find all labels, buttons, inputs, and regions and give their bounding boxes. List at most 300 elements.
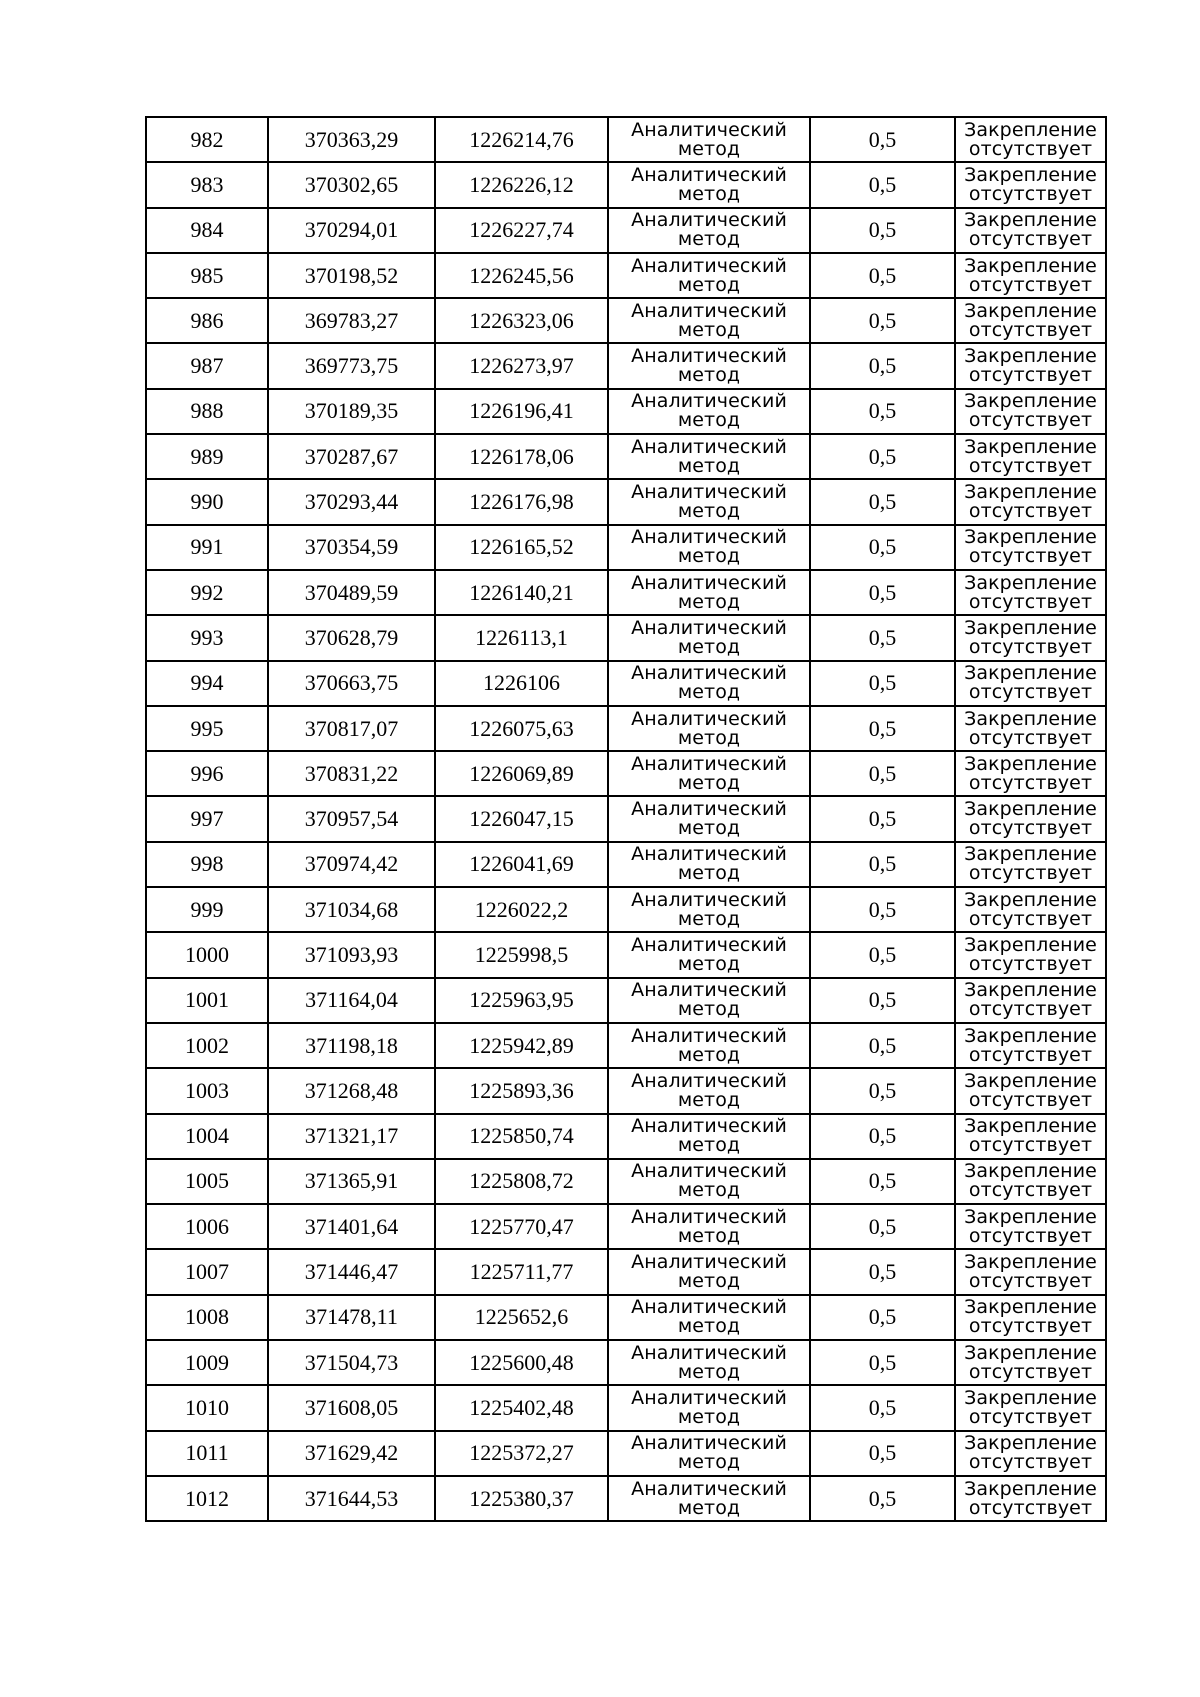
- coordinates-table: [145, 116, 1107, 1522]
- y-coordinate-cell: 1225711,77: [435, 1249, 608, 1294]
- method-text-line: метод: [677, 182, 741, 205]
- accuracy-cell: 0,5: [810, 887, 955, 932]
- fixation-text-line: отсутствует: [968, 1405, 1093, 1428]
- fixation-cell: [955, 162, 1106, 207]
- method-text-line: метод: [677, 998, 741, 1021]
- table-row: [146, 661, 1106, 706]
- fixation-cell: [955, 253, 1106, 298]
- method-cell: [608, 389, 810, 434]
- accuracy-cell: 0,5: [810, 1068, 955, 1113]
- fixation-text-line: Закрепление: [964, 1432, 1097, 1455]
- point-number-cell: 990: [146, 479, 268, 524]
- fixation-text-line: отсутствует: [968, 1270, 1093, 1293]
- fixation-text-line: Закрепление: [964, 707, 1097, 730]
- fixation-text-line: Закрепление: [964, 254, 1097, 277]
- method-text-line: метод: [677, 1405, 741, 1428]
- table-row: [146, 162, 1106, 207]
- fixation-text-line: Закрепление: [964, 616, 1097, 639]
- x-coordinate-cell: 371608,05: [268, 1385, 435, 1430]
- method-cell: [608, 162, 810, 207]
- table-row: [146, 343, 1106, 388]
- method-cell: [608, 1340, 810, 1385]
- y-coordinate-cell: 1226165,52: [435, 525, 608, 570]
- method-text-line: метод: [677, 726, 741, 749]
- fixation-text-line: Закрепление: [964, 1160, 1097, 1183]
- fixation-text-line: отсутствует: [968, 1224, 1093, 1247]
- fixation-text-line: Закрепление: [964, 481, 1097, 504]
- table-row: [146, 208, 1106, 253]
- method-cell: [608, 796, 810, 841]
- method-text-line: Аналитический: [631, 299, 787, 322]
- method-text-line: метод: [677, 590, 741, 613]
- x-coordinate-cell: 371401,64: [268, 1204, 435, 1249]
- method-cell: [608, 570, 810, 615]
- point-number-cell: 983: [146, 162, 268, 207]
- y-coordinate-cell: 1226113,1: [435, 615, 608, 660]
- method-text-line: Аналитический: [631, 390, 787, 413]
- table-row: [146, 932, 1106, 977]
- x-coordinate-cell: 371198,18: [268, 1023, 435, 1068]
- x-coordinate-cell: 369783,27: [268, 298, 435, 343]
- fixation-text-line: отсутствует: [968, 998, 1093, 1021]
- method-cell: [608, 1295, 810, 1340]
- x-coordinate-cell: 371629,42: [268, 1431, 435, 1476]
- x-coordinate-cell: 370489,59: [268, 570, 435, 615]
- method-cell: [608, 615, 810, 660]
- point-number-cell: 999: [146, 887, 268, 932]
- fixation-cell: [955, 842, 1106, 887]
- method-text-line: метод: [677, 137, 741, 160]
- method-text-line: Аналитический: [631, 435, 787, 458]
- fixation-cell: [955, 1159, 1106, 1204]
- fixation-text-line: Закрепление: [964, 435, 1097, 458]
- fixation-cell: [955, 389, 1106, 434]
- table-row: [146, 1295, 1106, 1340]
- fixation-text-line: Закрепление: [964, 163, 1097, 186]
- fixation-text-line: Закрепление: [964, 1115, 1097, 1138]
- fixation-text-line: отсутствует: [968, 817, 1093, 840]
- table-row: [146, 434, 1106, 479]
- table-row: [146, 117, 1106, 162]
- fixation-text-line: Закрепление: [964, 662, 1097, 685]
- y-coordinate-cell: 1225652,6: [435, 1295, 608, 1340]
- method-text-line: Аналитический: [631, 345, 787, 368]
- method-text-line: метод: [677, 1270, 741, 1293]
- point-number-cell: 982: [146, 117, 268, 162]
- fixation-text-line: отсутствует: [968, 137, 1093, 160]
- y-coordinate-cell: 1226140,21: [435, 570, 608, 615]
- fixation-cell: [955, 434, 1106, 479]
- coordinates-table-container: [145, 116, 1107, 1522]
- method-text-line: Аналитический: [631, 843, 787, 866]
- method-text-line: метод: [677, 952, 741, 975]
- point-number-cell: 1005: [146, 1159, 268, 1204]
- method-text-line: Аналитический: [631, 571, 787, 594]
- method-cell: [608, 208, 810, 253]
- fixation-text-line: отсутствует: [968, 771, 1093, 794]
- fixation-cell: [955, 298, 1106, 343]
- y-coordinate-cell: 1226075,63: [435, 706, 608, 751]
- fixation-cell: [955, 751, 1106, 796]
- x-coordinate-cell: 371321,17: [268, 1114, 435, 1159]
- x-coordinate-cell: 371478,11: [268, 1295, 435, 1340]
- fixation-text-line: Закрепление: [964, 571, 1097, 594]
- point-number-cell: 987: [146, 343, 268, 388]
- fixation-text-line: Закрепление: [964, 299, 1097, 322]
- method-cell: [608, 1204, 810, 1249]
- method-text-line: метод: [677, 545, 741, 568]
- point-number-cell: 991: [146, 525, 268, 570]
- method-text-line: Аналитический: [631, 1341, 787, 1364]
- fixation-cell: [955, 978, 1106, 1023]
- fixation-text-line: отсутствует: [968, 635, 1093, 658]
- fixation-text-line: Закрепление: [964, 1477, 1097, 1500]
- method-cell: [608, 525, 810, 570]
- fixation-text-line: отсутствует: [968, 1043, 1093, 1066]
- point-number-cell: 992: [146, 570, 268, 615]
- fixation-cell: [955, 706, 1106, 751]
- fixation-cell: [955, 1204, 1106, 1249]
- fixation-text-line: Закрепление: [964, 979, 1097, 1002]
- fixation-text-line: Закрепление: [964, 209, 1097, 232]
- y-coordinate-cell: 1225963,95: [435, 978, 608, 1023]
- fixation-text-line: Закрепление: [964, 1386, 1097, 1409]
- point-number-cell: 986: [146, 298, 268, 343]
- method-cell: [608, 434, 810, 479]
- accuracy-cell: 0,5: [810, 253, 955, 298]
- point-number-cell: 1008: [146, 1295, 268, 1340]
- y-coordinate-cell: 1226069,89: [435, 751, 608, 796]
- fixation-cell: [955, 796, 1106, 841]
- table-row: [146, 1114, 1106, 1159]
- y-coordinate-cell: 1225942,89: [435, 1023, 608, 1068]
- fixation-text-line: отсутствует: [968, 454, 1093, 477]
- fixation-text-line: отсутствует: [968, 182, 1093, 205]
- accuracy-cell: 0,5: [810, 1249, 955, 1294]
- fixation-cell: [955, 932, 1106, 977]
- fixation-cell: [955, 343, 1106, 388]
- method-text-line: метод: [677, 1360, 741, 1383]
- accuracy-cell: 0,5: [810, 751, 955, 796]
- table-row: [146, 479, 1106, 524]
- method-text-line: Аналитический: [631, 933, 787, 956]
- method-text-line: метод: [677, 681, 741, 704]
- fixation-cell: [955, 1340, 1106, 1385]
- fixation-cell: [955, 1114, 1106, 1159]
- x-coordinate-cell: 370363,29: [268, 117, 435, 162]
- table-row: [146, 525, 1106, 570]
- x-coordinate-cell: 370189,35: [268, 389, 435, 434]
- method-text-line: Аналитический: [631, 979, 787, 1002]
- fixation-cell: [955, 1476, 1106, 1521]
- accuracy-cell: 0,5: [810, 842, 955, 887]
- fixation-cell: [955, 479, 1106, 524]
- fixation-text-line: Закрепление: [964, 118, 1097, 141]
- method-text-line: метод: [677, 228, 741, 251]
- table-row: [146, 751, 1106, 796]
- accuracy-cell: 0,5: [810, 343, 955, 388]
- y-coordinate-cell: 1225850,74: [435, 1114, 608, 1159]
- method-cell: [608, 661, 810, 706]
- fixation-text-line: Закрепление: [964, 1024, 1097, 1047]
- fixation-cell: [955, 1431, 1106, 1476]
- fixation-text-line: отсутствует: [968, 862, 1093, 885]
- x-coordinate-cell: 370293,44: [268, 479, 435, 524]
- method-text-line: метод: [677, 1496, 741, 1519]
- accuracy-cell: 0,5: [810, 1476, 955, 1521]
- method-text-line: Аналитический: [631, 163, 787, 186]
- point-number-cell: 1002: [146, 1023, 268, 1068]
- point-number-cell: 1007: [146, 1249, 268, 1294]
- fixation-text-line: Закрепление: [964, 798, 1097, 821]
- fixation-text-line: отсутствует: [968, 1315, 1093, 1338]
- method-text-line: Аналитический: [631, 1115, 787, 1138]
- method-text-line: Аналитический: [631, 1251, 787, 1274]
- method-text-line: Аналитический: [631, 616, 787, 639]
- method-text-line: метод: [677, 318, 741, 341]
- method-text-line: Аналитический: [631, 1296, 787, 1319]
- method-text-line: метод: [677, 273, 741, 296]
- fixation-cell: [955, 1295, 1106, 1340]
- x-coordinate-cell: 371365,91: [268, 1159, 435, 1204]
- point-number-cell: 1011: [146, 1431, 268, 1476]
- table-row: [146, 1068, 1106, 1113]
- method-text-line: метод: [677, 500, 741, 523]
- y-coordinate-cell: 1225893,36: [435, 1068, 608, 1113]
- fixation-text-line: Закрепление: [964, 390, 1097, 413]
- fixation-cell: [955, 525, 1106, 570]
- x-coordinate-cell: 370302,65: [268, 162, 435, 207]
- fixation-text-line: отсутствует: [968, 681, 1093, 704]
- fixation-text-line: отсутствует: [968, 952, 1093, 975]
- method-cell: [608, 1476, 810, 1521]
- table-row: [146, 615, 1106, 660]
- point-number-cell: 995: [146, 706, 268, 751]
- y-coordinate-cell: 1226041,69: [435, 842, 608, 887]
- method-text-line: метод: [677, 1088, 741, 1111]
- method-cell: [608, 1159, 810, 1204]
- fixation-text-line: Закрепление: [964, 1069, 1097, 1092]
- method-text-line: метод: [677, 454, 741, 477]
- y-coordinate-cell: 1226214,76: [435, 117, 608, 162]
- method-cell: [608, 978, 810, 1023]
- y-coordinate-cell: 1226245,56: [435, 253, 608, 298]
- table-row: [146, 796, 1106, 841]
- fixation-text-line: Закрепление: [964, 888, 1097, 911]
- method-text-line: Аналитический: [631, 1386, 787, 1409]
- accuracy-cell: 0,5: [810, 1340, 955, 1385]
- method-cell: [608, 479, 810, 524]
- fixation-text-line: Закрепление: [964, 843, 1097, 866]
- x-coordinate-cell: 371164,04: [268, 978, 435, 1023]
- accuracy-cell: 0,5: [810, 706, 955, 751]
- accuracy-cell: 0,5: [810, 1431, 955, 1476]
- point-number-cell: 1010: [146, 1385, 268, 1430]
- table-row: [146, 978, 1106, 1023]
- point-number-cell: 994: [146, 661, 268, 706]
- y-coordinate-cell: 1225402,48: [435, 1385, 608, 1430]
- accuracy-cell: 0,5: [810, 434, 955, 479]
- accuracy-cell: 0,5: [810, 615, 955, 660]
- accuracy-cell: 0,5: [810, 1204, 955, 1249]
- accuracy-cell: 0,5: [810, 389, 955, 434]
- point-number-cell: 1009: [146, 1340, 268, 1385]
- method-cell: [608, 1249, 810, 1294]
- method-cell: [608, 1068, 810, 1113]
- x-coordinate-cell: 370957,54: [268, 796, 435, 841]
- method-text-line: Аналитический: [631, 888, 787, 911]
- method-text-line: Аналитический: [631, 798, 787, 821]
- method-cell: [608, 706, 810, 751]
- accuracy-cell: 0,5: [810, 978, 955, 1023]
- fixation-text-line: Закрепление: [964, 1296, 1097, 1319]
- method-text-line: метод: [677, 1451, 741, 1474]
- point-number-cell: 1012: [146, 1476, 268, 1521]
- accuracy-cell: 0,5: [810, 661, 955, 706]
- fixation-text-line: отсутствует: [968, 1496, 1093, 1519]
- table-row: [146, 842, 1106, 887]
- fixation-cell: [955, 208, 1106, 253]
- fixation-text-line: отсутствует: [968, 590, 1093, 613]
- fixation-text-line: отсутствует: [968, 228, 1093, 251]
- table-row: [146, 706, 1106, 751]
- method-text-line: метод: [677, 862, 741, 885]
- fixation-cell: [955, 1249, 1106, 1294]
- fixation-cell: [955, 1385, 1106, 1430]
- method-text-line: метод: [677, 771, 741, 794]
- fixation-text-line: Закрепление: [964, 933, 1097, 956]
- method-cell: [608, 1385, 810, 1430]
- x-coordinate-cell: 371644,53: [268, 1476, 435, 1521]
- accuracy-cell: 0,5: [810, 479, 955, 524]
- table-row: [146, 1159, 1106, 1204]
- point-number-cell: 1000: [146, 932, 268, 977]
- x-coordinate-cell: 371034,68: [268, 887, 435, 932]
- x-coordinate-cell: 370817,07: [268, 706, 435, 751]
- table-row: [146, 1340, 1106, 1385]
- method-text-line: Аналитический: [631, 118, 787, 141]
- fixation-cell: [955, 570, 1106, 615]
- method-cell: [608, 842, 810, 887]
- method-cell: [608, 887, 810, 932]
- accuracy-cell: 0,5: [810, 162, 955, 207]
- y-coordinate-cell: 1226226,12: [435, 162, 608, 207]
- table-row: [146, 1204, 1106, 1249]
- x-coordinate-cell: 370287,67: [268, 434, 435, 479]
- y-coordinate-cell: 1226106: [435, 661, 608, 706]
- point-number-cell: 1003: [146, 1068, 268, 1113]
- method-text-line: Аналитический: [631, 481, 787, 504]
- table-row: [146, 1431, 1106, 1476]
- table-row: [146, 1249, 1106, 1294]
- x-coordinate-cell: 370831,22: [268, 751, 435, 796]
- method-text-line: метод: [677, 907, 741, 930]
- fixation-cell: [955, 887, 1106, 932]
- accuracy-cell: 0,5: [810, 1295, 955, 1340]
- method-cell: [608, 298, 810, 343]
- method-text-line: метод: [677, 1134, 741, 1157]
- fixation-text-line: отсутствует: [968, 273, 1093, 296]
- x-coordinate-cell: 370628,79: [268, 615, 435, 660]
- fixation-text-line: отсутствует: [968, 318, 1093, 341]
- method-cell: [608, 1431, 810, 1476]
- x-coordinate-cell: 370198,52: [268, 253, 435, 298]
- x-coordinate-cell: 370663,75: [268, 661, 435, 706]
- fixation-text-line: отсутствует: [968, 1451, 1093, 1474]
- method-cell: [608, 751, 810, 796]
- y-coordinate-cell: 1226178,06: [435, 434, 608, 479]
- table-row: [146, 1023, 1106, 1068]
- x-coordinate-cell: 370294,01: [268, 208, 435, 253]
- fixation-text-line: отсутствует: [968, 726, 1093, 749]
- method-cell: [608, 253, 810, 298]
- accuracy-cell: 0,5: [810, 1023, 955, 1068]
- point-number-cell: 1001: [146, 978, 268, 1023]
- x-coordinate-cell: 371268,48: [268, 1068, 435, 1113]
- x-coordinate-cell: 369773,75: [268, 343, 435, 388]
- method-cell: [608, 1114, 810, 1159]
- x-coordinate-cell: 371093,93: [268, 932, 435, 977]
- y-coordinate-cell: 1226196,41: [435, 389, 608, 434]
- accuracy-cell: 0,5: [810, 298, 955, 343]
- fixation-text-line: Закрепление: [964, 345, 1097, 368]
- fixation-cell: [955, 661, 1106, 706]
- table-row: [146, 887, 1106, 932]
- y-coordinate-cell: 1225372,27: [435, 1431, 608, 1476]
- fixation-text-line: отсутствует: [968, 364, 1093, 387]
- fixation-cell: [955, 1068, 1106, 1113]
- fixation-text-line: Закрепление: [964, 1341, 1097, 1364]
- point-number-cell: 985: [146, 253, 268, 298]
- point-number-cell: 984: [146, 208, 268, 253]
- y-coordinate-cell: 1225600,48: [435, 1340, 608, 1385]
- method-text-line: метод: [677, 1224, 741, 1247]
- point-number-cell: 1006: [146, 1204, 268, 1249]
- point-number-cell: 1004: [146, 1114, 268, 1159]
- method-cell: [608, 1023, 810, 1068]
- table-row: [146, 570, 1106, 615]
- accuracy-cell: 0,5: [810, 932, 955, 977]
- table-body: [146, 117, 1106, 1521]
- y-coordinate-cell: 1226323,06: [435, 298, 608, 343]
- method-text-line: Аналитический: [631, 1069, 787, 1092]
- method-text-line: метод: [677, 1179, 741, 1202]
- fixation-text-line: Закрепление: [964, 752, 1097, 775]
- y-coordinate-cell: 1226273,97: [435, 343, 608, 388]
- x-coordinate-cell: 370354,59: [268, 525, 435, 570]
- accuracy-cell: 0,5: [810, 525, 955, 570]
- method-text-line: метод: [677, 364, 741, 387]
- y-coordinate-cell: 1225808,72: [435, 1159, 608, 1204]
- fixation-cell: [955, 117, 1106, 162]
- method-text-line: Аналитический: [631, 1432, 787, 1455]
- method-cell: [608, 932, 810, 977]
- fixation-text-line: отсутствует: [968, 1134, 1093, 1157]
- table-row: [146, 389, 1106, 434]
- method-text-line: метод: [677, 1043, 741, 1066]
- accuracy-cell: 0,5: [810, 208, 955, 253]
- fixation-text-line: отсутствует: [968, 545, 1093, 568]
- y-coordinate-cell: 1226227,74: [435, 208, 608, 253]
- fixation-text-line: отсутствует: [968, 1179, 1093, 1202]
- fixation-cell: [955, 1023, 1106, 1068]
- point-number-cell: 998: [146, 842, 268, 887]
- y-coordinate-cell: 1226176,98: [435, 479, 608, 524]
- method-text-line: Аналитический: [631, 1205, 787, 1228]
- method-text-line: Аналитический: [631, 1024, 787, 1047]
- method-cell: [608, 343, 810, 388]
- method-text-line: метод: [677, 635, 741, 658]
